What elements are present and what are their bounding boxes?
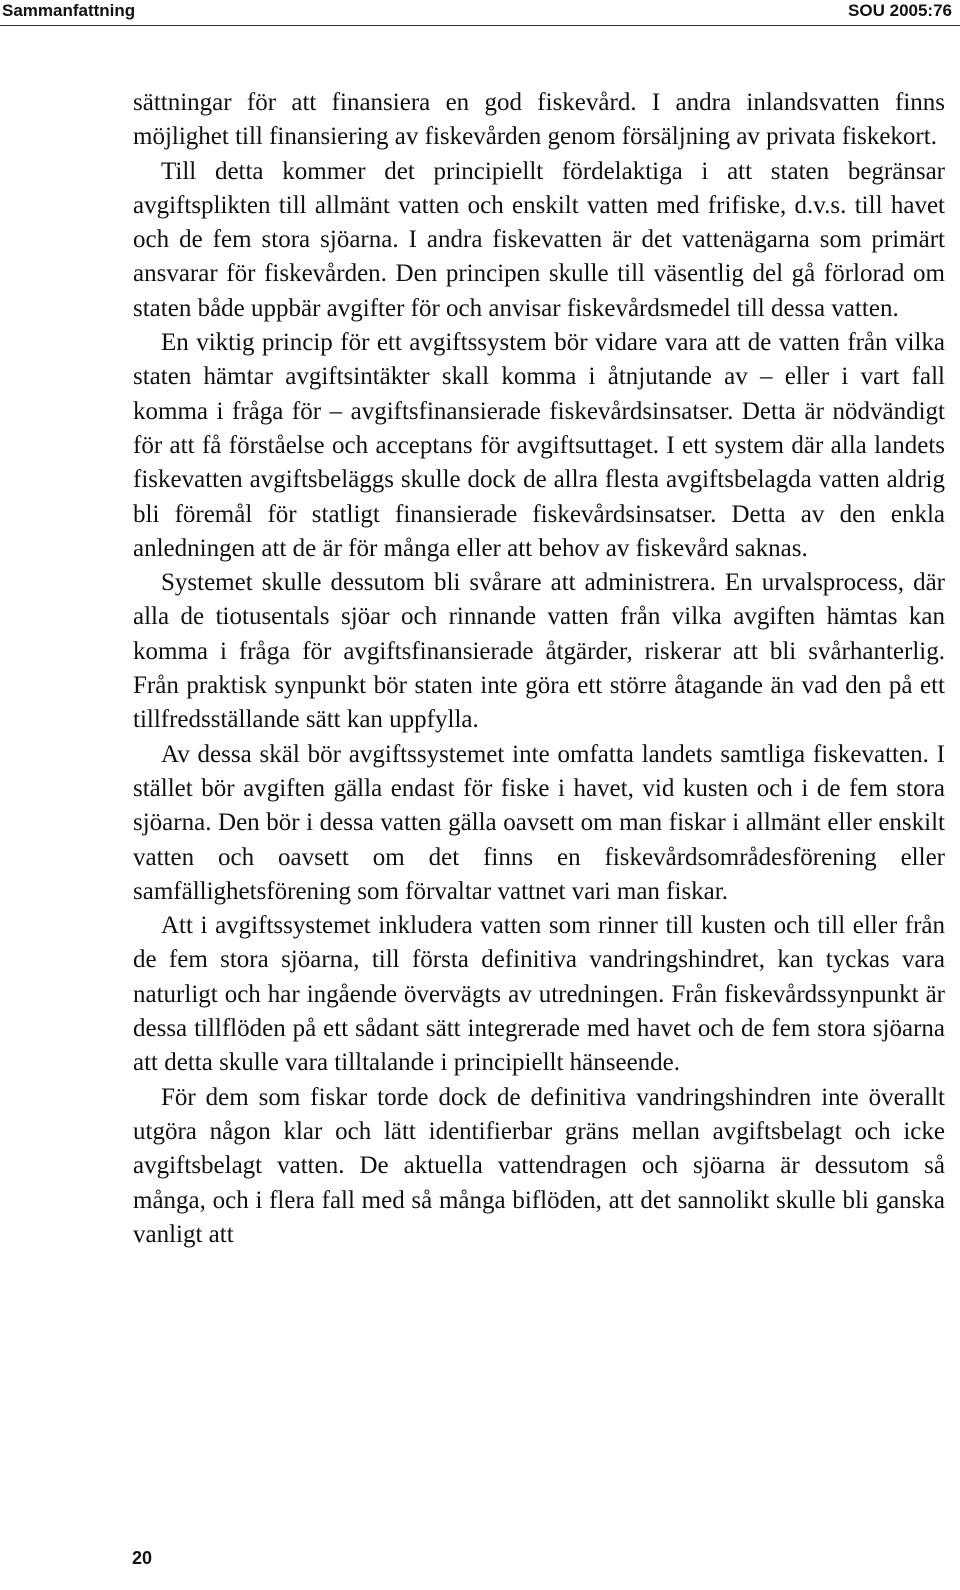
header-section-title: Sammanfattning: [2, 1, 136, 20]
paragraph: Systemet skulle dessutom bli svårare att administrera. En urvalsprocess, där alla de tiotusentals sjöar och rinnande vatten från vilka avgiften hämtas kan komma i fråga för avgiftsfinansierade åtgärder, riskerar att bli svårhanterlig. Från praktisk synpunkt bör staten inte göra ett större åtagande än vad den på ett tillfredsställande sätt kan uppfylla.: [133, 569, 945, 734]
header-divider: [0, 25, 960, 26]
paragraph: Att i avgiftssystemet inkludera vatten som rinner till kusten och till eller från de fem stora sjöarna, till första definitiva vandringshindret, kan tyckas vara naturligt och har ingående övervägts av utredningen. Från fiskevårdssynpunkt är dessa tillflöden på ett sådant sätt integrerade med havet och de fem stora sjöarna att detta skulle vara tilltalande i principiellt hänseende.: [133, 912, 945, 1077]
body-text: [133, 86, 945, 1252]
header-report-number: SOU 2005:76: [848, 1, 952, 20]
page-number: 20: [132, 1548, 153, 1568]
paragraph-continuation: sättningar för att finansiera en god fiskevård. I andra inlandsvatten finns möjlighet till finansiering av fiskevården genom försäljning av privata fiskekort.: [133, 89, 945, 151]
paragraph: För dem som fiskar torde dock de definitiva vandringshindren inte överallt utgöra någon klar och lätt identifierbar gräns mellan avgiftsbelagt och icke avgiftsbelagt vatten. De aktuella vattendragen och sjöarna är dessutom så många, och i flera fall med så många biflöden, att det sannolikt skulle bli ganska vanligt att: [133, 1083, 945, 1248]
paragraph: Till detta kommer det principiellt fördelaktiga i att staten begränsar avgiftsplikten till allmänt vatten och enskilt vatten med frifiske, d.v.s. till havet och de fem stora sjöarna. I andra fiskevatten är det vattenägarna som primärt ansvarar för fiskevården. Den principen skulle till väsentlig del gå förlorad om staten både uppbär avgifter för och anvisar fiskevårdsmedel till dessa vatten.: [133, 157, 945, 322]
paragraph: Av dessa skäl bör avgiftssystemet inte omfatta landets samtliga fiskevatten. I stället bör avgiften gälla endast för fiske i havet, vid kusten och i de fem stora sjöarna. Den bör i dessa vatten gälla oavsett om man fiskar i allmänt eller enskilt vatten och oavsett om det finns en fiskevårdsområdesförening eller samfällighetsförening som förvaltar vattnet vari man fiskar.: [133, 740, 945, 905]
paragraph: En viktig princip för ett avgiftssystem bör vidare vara att de vatten från vilka staten hämtar avgiftsintäkter skall komma i åtnjutande av – eller i vart fall komma i fråga för – avgiftsfinansierade fiskevårdsinsatser. Detta är nödvändigt för att få förståelse och acceptans för avgiftsuttaget. I ett system där alla landets fiskevatten avgiftsbeläggs skulle dock de allra flesta avgiftsbelagda vatten aldrig bli föremål för statligt finansierade fiskevårdsinsatser. Detta av den enkla anledningen att de är för många eller att behov av fiskevård saknas.: [133, 329, 945, 562]
running-header: [0, 0, 960, 26]
